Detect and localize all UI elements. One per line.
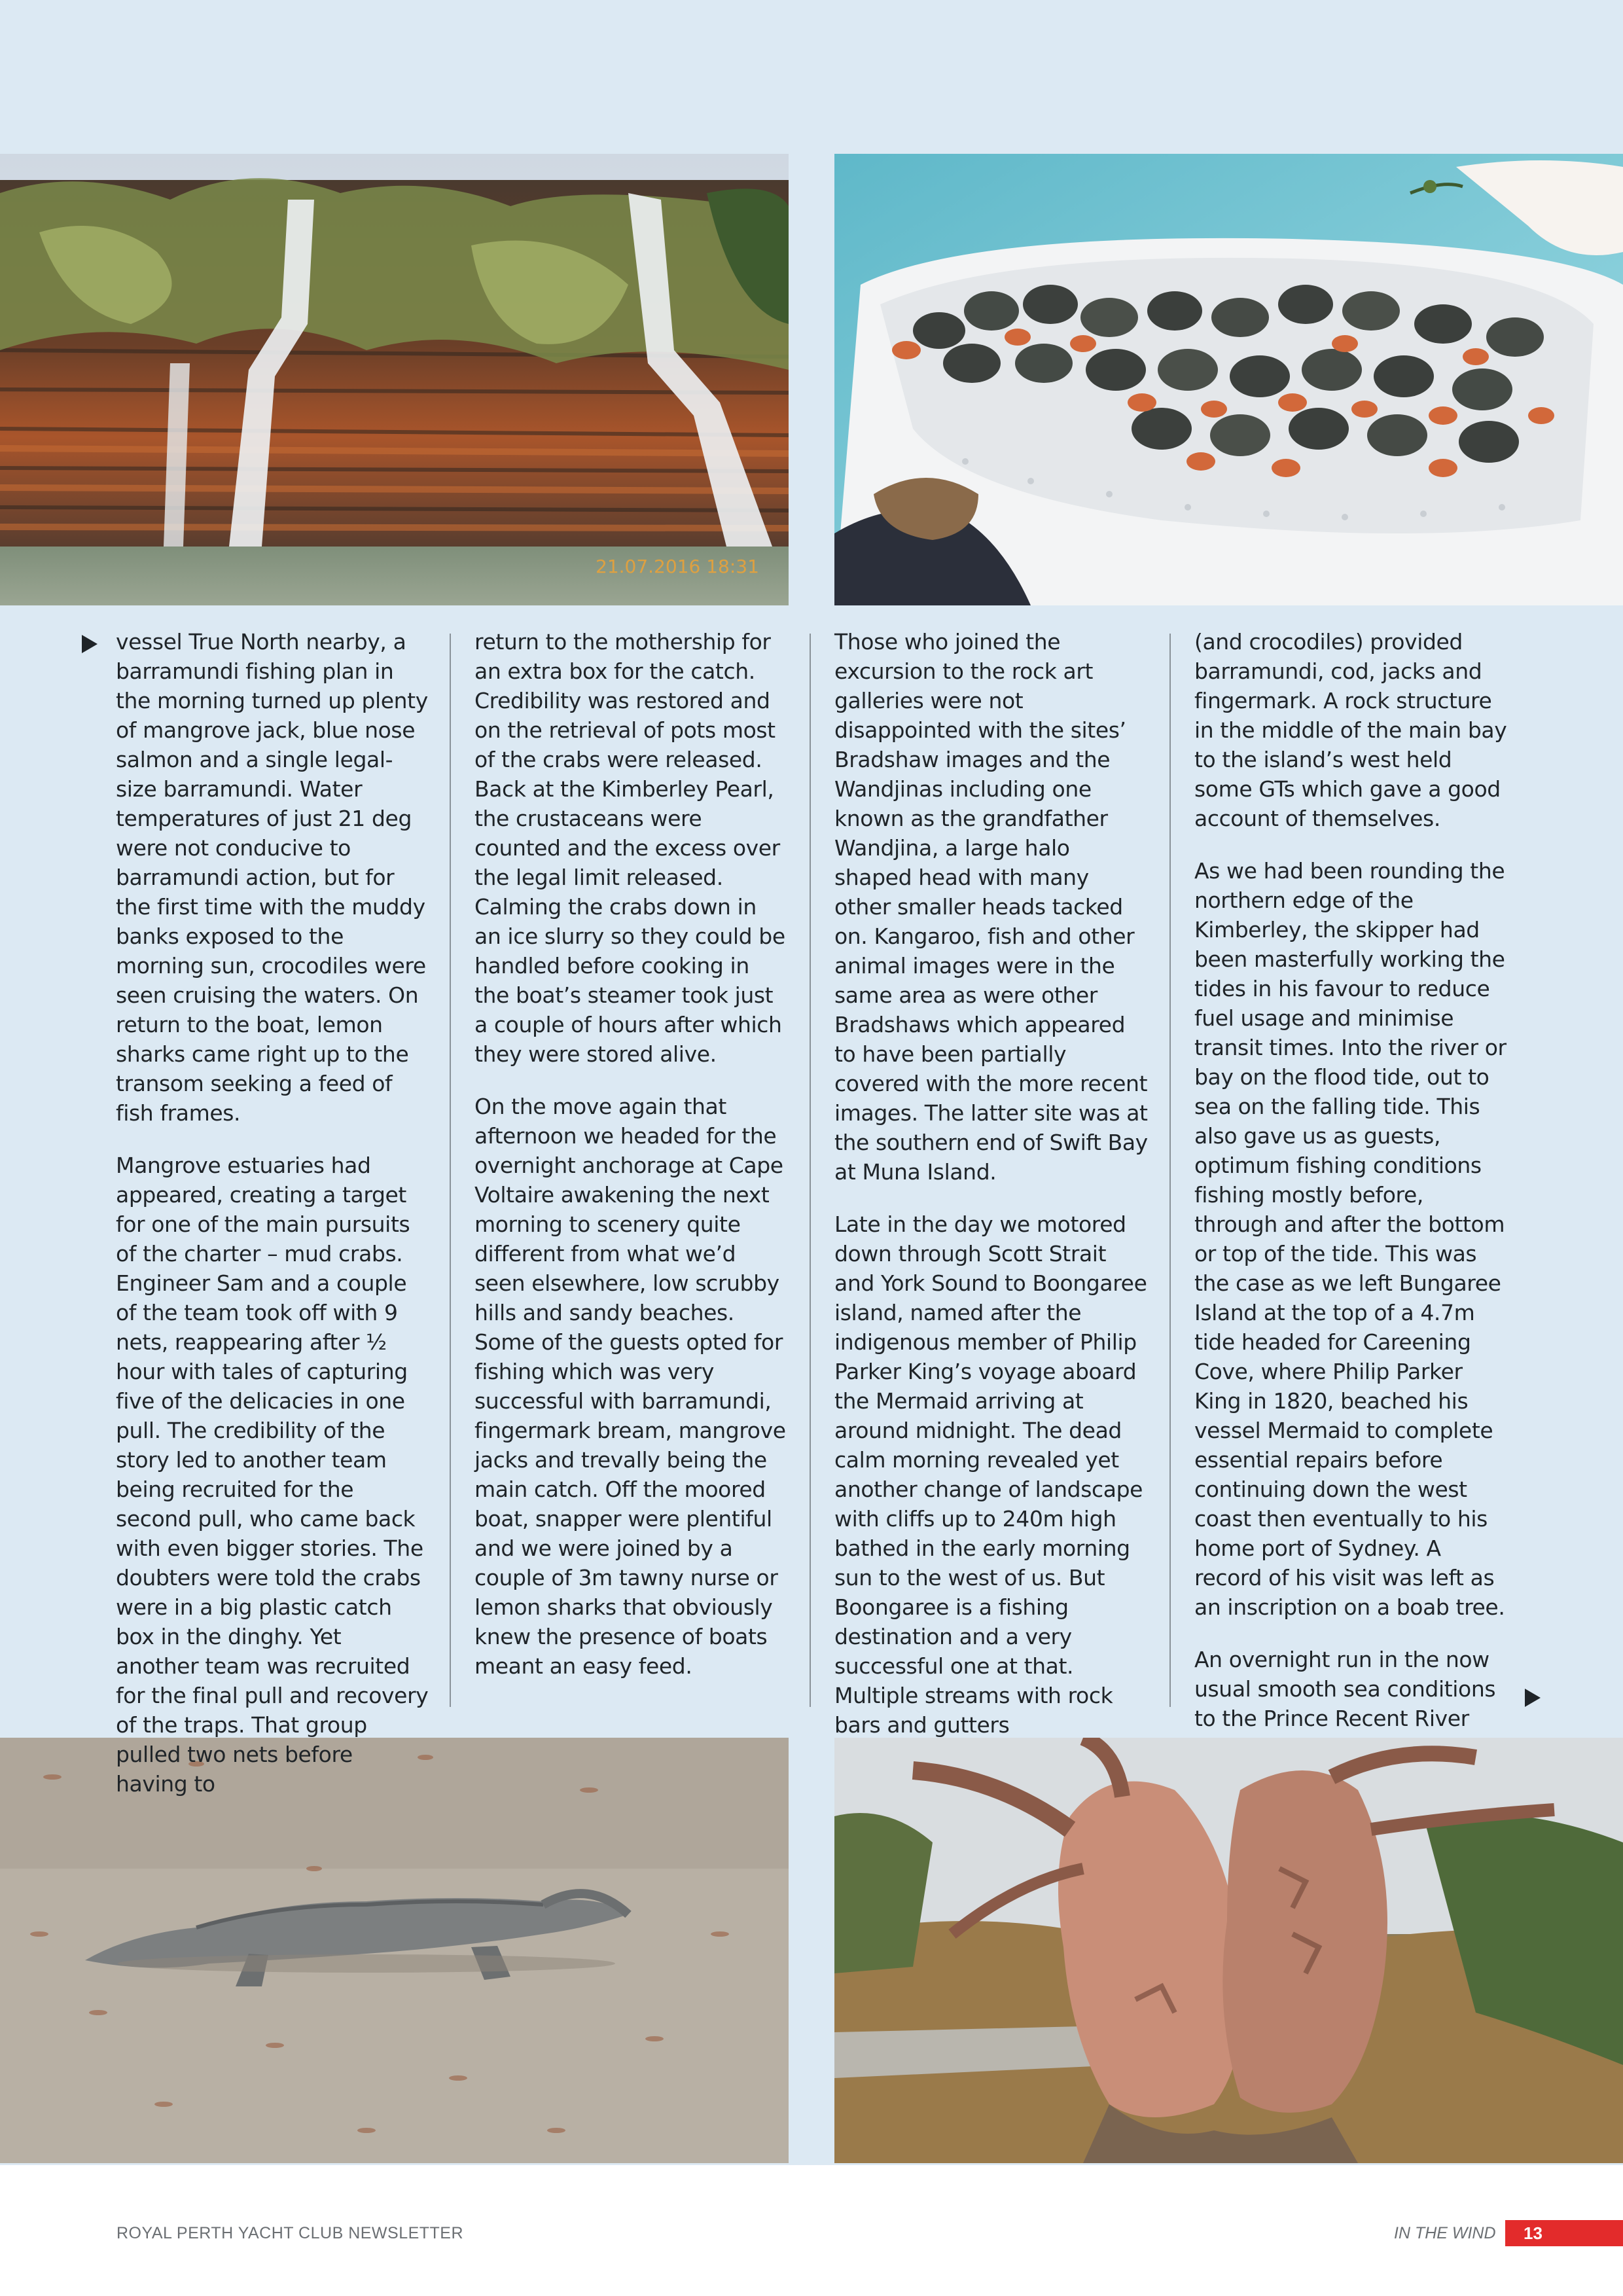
text-column-1: [116, 627, 430, 1797]
page-number: 13: [1505, 2220, 1623, 2246]
column-divider: [450, 634, 451, 1707]
paragraph: return to the mothership for an extra box for the catch. Credibility was restored and on the retrieval of pots most of the crabs were released. Back at the Kimberley Pearl, the crustaceans were counted and the excess over the legal limit released. Calming the crabs down in an ice slurry so they could be handled before cooking in the boat’s steamer took just a couple of hours after which they were stored alive.: [474, 629, 785, 1067]
publication-name: ROYAL PERTH YACHT CLUB NEWSLETTER: [116, 2224, 464, 2242]
article-body: [79, 627, 1518, 1797]
text-column-2: [474, 627, 789, 1713]
paragraph: On the move again that afternoon we headed for the overnight anchorage at Cape Voltaire awakening the next morning to scenery quite different from what we’d seen elsewhere, low scrubby hills and sandy beaches. Some of the guests opted for fishing which was very successful with barramundi, fingermark bream, mangrove jacks and trevally being the main catch. Off the moored boat, snapper were plentiful and we were joined by a couple of 3m tawny nurse or lemon sharks that obviously knew the presence of boats meant an easy feed.: [474, 1094, 786, 1679]
continued-from-arrow-icon: [82, 635, 98, 653]
text-column-3: [834, 627, 1149, 1738]
paragraph: Those who joined the excursion to the rock art galleries were not disappointed with the sites’ Bradshaw images and the Wandjinas including one known as the grandfather Wandjina, a large halo shaped head with many other smaller heads tacked on. Kangaroo, fish and other animal images were in the same area as were other Bradshaws which appeared to have been partially covered with the more recent images. The latter site was at the southern end of Swift Bay at Muna Island.: [834, 629, 1148, 1185]
section-name: IN THE WIND: [1394, 2224, 1496, 2242]
boab-tree-photo: [834, 1738, 1623, 2163]
paragraph: vessel True North nearby, a barramundi fishing plan in the morning turned up plenty of mangrove jack, blue nose salmon and a single legal-size barramundi. Water temperatures of just 21 deg were not conducive to barramundi action, but for the first time with the muddy banks exposed to the morning sun, crocodiles were seen cruising the waters. On return to the boat, lemon sharks came right up to the transom seeking a feed of fish frames.: [116, 629, 428, 1126]
paragraph: As we had been rounding the northern edge of the Kimberley, the skipper had been masterfully working the tides in his favour to reduce fuel usage and minimise transit times. Into the river or bay on the flood tide, out to sea on the falling tide. This also gave us as guests, optimum fishing conditions fishing mostly before, through and after the bottom or top of the tide. This was the case as we left Bungaree Island at the top of a 4.7m tide headed for Careening Cove, where Philip Parker King in 1820, beached his vessel Mermaid to complete essential repairs before continuing down the west coast then eventually to his home port of Sydney. A record of his visit was left as an inscription on a boab tree.: [1194, 858, 1507, 1620]
continued-arrow-icon: [1525, 1689, 1541, 1707]
paragraph: Late in the day we motored down through Scott Strait and York Sound to Boongaree island, named after the indigenous member of Philip Parker King’s voyage aboard the Mermaid arriving at around midnight. The dead calm morning revealed yet another change of landscape with cliffs up to 240m high bathed in the early morning sun to the west of us. But Boongaree is a fishing destination and a very successful one at that. Multiple streams with rock bars and gutters: [834, 1211, 1147, 1738]
mud-crabs-photo: [834, 154, 1623, 605]
paragraph: (and crocodiles) provided barramundi, cod, jacks and fingermark. A rock structure in the middle of the main bay to the island’s west held some GTs which gave a good account of themselves.: [1194, 629, 1507, 831]
paragraph: An overnight run in the now usual smooth sea conditions to the Prince Recent River: [1194, 1647, 1496, 1731]
waterfall-photo: [0, 154, 789, 605]
photo-timestamp: 21.07.2016 18:31: [596, 556, 759, 577]
crocodile-photo: [0, 1738, 789, 2163]
text-column-4: [1194, 627, 1508, 1731]
column-divider: [1169, 634, 1171, 1707]
paragraph: Mangrove estuaries had appeared, creating a target for one of the main pursuits of the charter – mud crabs. Engineer Sam and a couple of the team took off with 9 nets, reappearing after ½ hour with tales of capturing five of the delicacies in one pull. The credibility of the story led to another team being recruited for the second pull, who came back with even bigger stories. The doubters were told the crabs were in a big plastic catch box in the dinghy. Yet another team was recruited for the final pull and recovery of the traps. That group pulled two nets before having to: [116, 1153, 429, 1797]
column-divider: [810, 634, 811, 1707]
